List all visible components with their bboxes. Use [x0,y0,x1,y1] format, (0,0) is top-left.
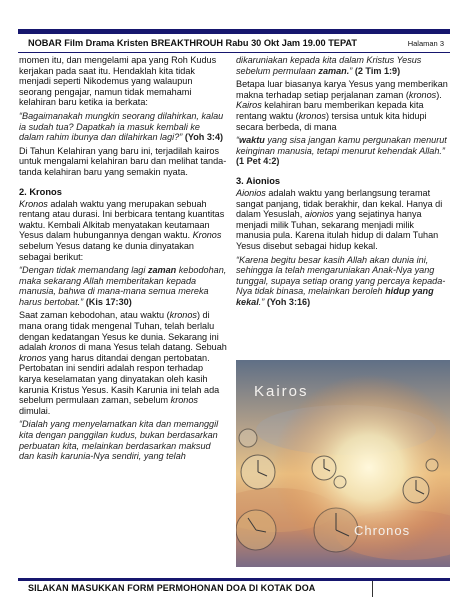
quote-1-pet-4-2: “waktu yang sisa jangan kamu pergunakan menurut keinginan manusia, tetapi menurut kehendak Allah.” (1 Pet 4:2) [236,135,447,167]
quote-yoh-3-16: “Karena begitu besar kasih Allah akan dunia ini, sehingga la telah mengaruniakan Anak-Nya yang tunggal, supaya setiap orang yang percaya kepada-Nya tidak binasa, melainkan beroleh hidup yang kekal.” (Yoh 3:16) [236,254,446,307]
right-column [236,55,450,310]
section-heading-aionios: 3. Aionios [236,175,281,186]
page-number: Halaman 3 [407,39,444,48]
quote-2-tim-1-9-start: “Dialah yang menyelamatkan kita dan memanggil kita dengan panggilan kudus, bukan berdasarkan perbuatan kita, melainkan berdasarkan maksud dan kasih karunia-Nya sendiri, yang telah [19,419,219,462]
paragraph: Saat zaman kebodohan, atau waktu (kronos) di mana orang tidak mengenal Tuhan, telah berlalu dengan kedatangan Yesus ke dunia. Sekarang ini adalah kronos di mana Yesus telah datang. Sebuah kronos yang harus ditandai dengan pertobatan. Pertobatan ini sendiri adalah respon terhadap karya keselamatan yang dinyatakan oleh kasih karunia Kristus Yesus. Kasih Karunia ini telah ada sebelum permulaan zaman, sebelum kronos dimulai. [19,310,227,416]
quote-2-tim-1-9-end: dikaruniakan kepada kita dalam Kristus Yesus sebelum permulaan zaman.” (2 Tim 1:9) [236,55,422,76]
image-label-kairos: Kairos [254,383,309,400]
paragraph: Di Tahun Kelahiran yang baru ini, terjadilah kairos untuk mengalami kelahiran baru dan melihat tanda-tanda kelahiran baru yang semakin nyata. [19,145,227,177]
page-footer [18,578,450,597]
paragraph: momen itu, dan mengelami apa yang Roh Kudus kerjakan pada saat itu. Hendaklah kita tidak menjadi seperti Nikodemus yang walaupun seorang pengajar, namun tidak memahami kelahiran baru ketika ia berkata: [19,55,217,108]
image-label-chronos: Chronos [354,523,411,538]
page-header [18,36,450,53]
paragraph: Kronos adalah waktu yang merupakan sebuah rentang atau durasi. Ini berbicara tentang kuantitas waktu. Kembali Alkitab menyatakan keutamaan Yesus dalam hubungannya dengan waktu. Kronos sebelum Yesus datang ke dunia dinyatakan sebagai berikut: [19,198,225,262]
quote-yoh-3-4: “Bagaimanakah mungkin seorang dilahirkan, kalau ia sudah tua? Dapatkah ia masuk kembali ke dalam rahim ibunya dan dilahirkan lagi?” (Yoh 3:4) [19,110,224,143]
clocks-sky-illustration [236,360,450,567]
paragraph: Aionios adalah waktu yang berlangsung teramat sangat panjang, tidak berakhir, dan kekal. Hanya di dalam Yesuslah, aionios yang sejatinya hanya menjadi milik Tuhan, sekarang menjadi milik manusia pula. Karena itulah hidup di dalam Tuhan Yesus disebut sebagai hidup kekal. [236,187,443,251]
kairos-chronos-image [236,360,450,567]
footer-text: SILAKAN MASUKKAN FORM PERMOHONAN DOA DI KOTAK DOA [28,583,316,593]
paragraph: Betapa luar biasanya karya Yesus yang memberikan makna terhadap setiap perjalanan zaman (kronos). Kairos kelahiran baru memberikan kepada kita rentang waktu (kronos) tersisa untuk kita hidupi secara berbeda, di mana [236,79,448,132]
left-column [19,55,227,465]
section-heading-kronos: 2. Kronos [19,186,62,197]
quote-kis-17-30: “Dengan tidak memandang lagi zaman kebodohan, maka sekarang Allah memberitakan kepada manusia, bahwa di mana-mana semua mereka harus bertobat.” (Kis 17:30) [19,265,227,307]
footer-box [372,581,451,597]
header-title: NOBAR Film Drama Kristen BREAKTHROUH Rabu 30 Okt Jam 19.00 TEPAT [28,38,357,48]
top-rule [18,29,450,34]
